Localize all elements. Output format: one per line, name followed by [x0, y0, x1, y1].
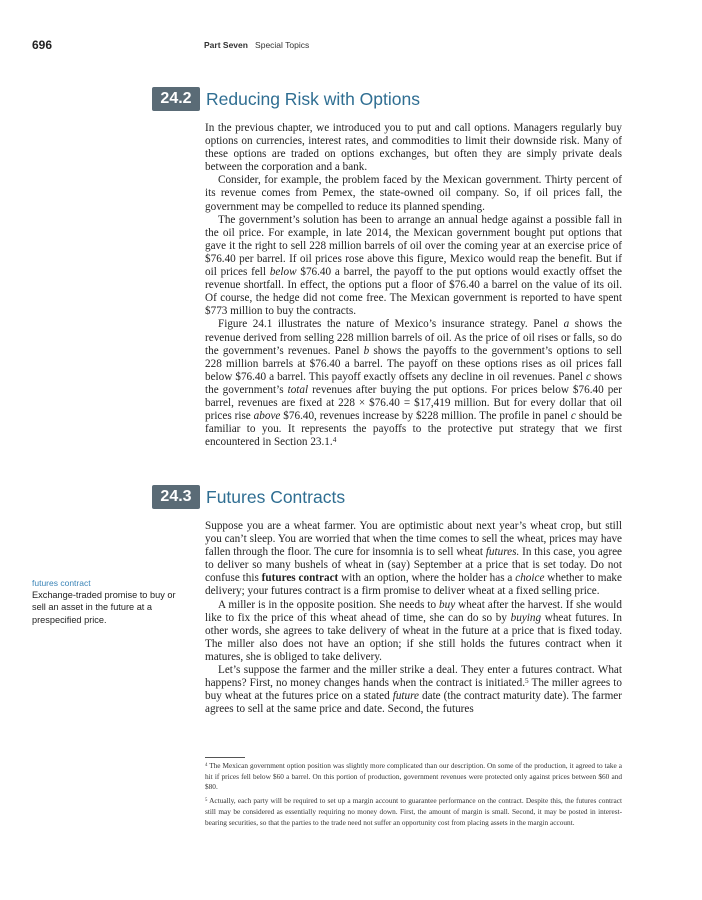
footnote-ref-5: 5 [525, 676, 529, 685]
paragraph: Let’s suppose the farmer and the miller strike a deal. They enter a futures contract. What happens? First, no money changes hands when the contract is initiated.$^5$ The miller agrees to buy wheat at the futures price on a stated future date (the contract maturity date). The farmer agrees to sell at the same price and date. Second, the futures [205, 664, 622, 716]
footnote-5: $^5$ Actually, each party will be required to set up a margin account to guarantee performance on the contract. Despite this, the futures contract still may be considered as essentially requiring no money down. First, the amount of margin is small. Second, it may be posted in interest-bearing securities, so that the parties to the trade need not suffer an opportunity cost from placing assets in the margin account. [205, 796, 622, 827]
paragraph: Suppose you are a wheat farmer. You are optimistic about next year’s wheat crop, but still you can’t sleep. You are worried that when the time comes to sell the wheat, prices may have fallen through the floor. The cure for insomnia is to sell wheat futures. In this case, you agree to deliver so many bushels of wheat in (say) September at a price that is set today. Do not confuse this futures contract with an option, where the holder has a choice whether to make delivery; your futures contract is a firm promise to deliver wheat at a fixed selling price. [205, 520, 623, 598]
paragraph: In the previous chapter, we introduced you to put and call options. Managers regularly buy options on currencies, interest rates, and commodities to limit their downside risk. Many of these options are traded on options exchanges, but often they are simply private deals between the corporation and a bank. [205, 122, 622, 174]
page-number: 696 [32, 38, 53, 52]
section-24-3-body [205, 520, 622, 716]
part-title: Special Topics [255, 40, 310, 50]
page-header [32, 38, 652, 54]
margin-definition [32, 577, 182, 626]
section-24-2-body [205, 122, 622, 449]
section-heading-24-2 [152, 87, 632, 111]
paragraph: Consider, for example, the problem faced by the Mexican government. Thirty percent of its revenue comes from Pemex, the state-owned oil company. So, if oil prices fall, the government may be compelled to reduce its planned spending. [205, 174, 622, 213]
section-title: Reducing Risk with Options [206, 89, 420, 109]
paragraph: A miller is in the opposite position. She needs to buy wheat after the harvest. If she would like to fix the price of this wheat ahead of time, she can do so by buying wheat futures. In other words, she agrees to take delivery of wheat in the future at a price that is fixed today. The miller also does not have an option; if she still holds the futures contract when it matures, she is obliged to take delivery. [205, 598, 622, 663]
paragraph: Figure 24.1 illustrates the nature of Mexico’s insurance strategy. Panel a shows the revenue derived from selling 228 million barrels of oil. As the price of oil rises or falls, so do the government’s revenues. Panel b shows the payoffs to the government’s options to sell 228 million barrels at $76.40 a barrel. The payoff on these options rises as oil prices fall below $76.40 a barrel. This payoff exactly offsets any decline in oil revenues. Panel c shows the government’s total revenues after buying the put options. For prices below $76.40 per barrel, revenues are fixed at 228 × $76.40 = $17,419 million. But for every dollar that oil prices rise above $76.40, revenues increase by $228 million. The profile in panel c should be familiar to you. It represents the payoffs to the protective put strategy that we first encountered in Section 23.1.$^4$ [205, 318, 623, 449]
footnote-4: $^4$ The Mexican government option position was slightly more complicated than our description. On some of the production, it agreed to take a hit if prices fell below $60 a barrel. On this portion of production, government revenues were protected only against prices between $60 and $80. [205, 761, 622, 792]
part-label: Part Seven [204, 40, 248, 50]
section-number-badge: 24.3 [152, 485, 200, 509]
section-title: Futures Contracts [206, 487, 346, 507]
running-head [204, 40, 309, 50]
footnotes [205, 761, 622, 831]
paragraph: The government’s solution has been to arrange an annual hedge against a possible fall in the oil price. For example, in late 2014, the Mexican government bought put options that gave it the right to sell 228 million barrels of oil over the coming year at an exercise price of $76.40 per barrel. If oil prices rose above this figure, Mexico would reap the benefit. But if oil prices fell below $76.40 a barrel, the payoff to the put options would exactly offset the revenue shortfall. In effect, the options put a floor of $76.40 a barrel on the value of its oil. Of course, the hedge did not come free. The Mexican government is reported to have spent $773 million to buy the contracts. [205, 213, 623, 318]
section-number-badge: 24.2 [152, 87, 200, 111]
key-term: futures contract [261, 572, 339, 585]
footnote-divider [205, 757, 245, 758]
section-heading-24-3 [152, 485, 632, 509]
margin-term: futures contract [32, 578, 91, 588]
footnote-ref-4: 4 [332, 435, 337, 444]
margin-definition-text: Exchange-traded promise to buy or sell an asset in the future at a prespecified price. [32, 590, 176, 625]
